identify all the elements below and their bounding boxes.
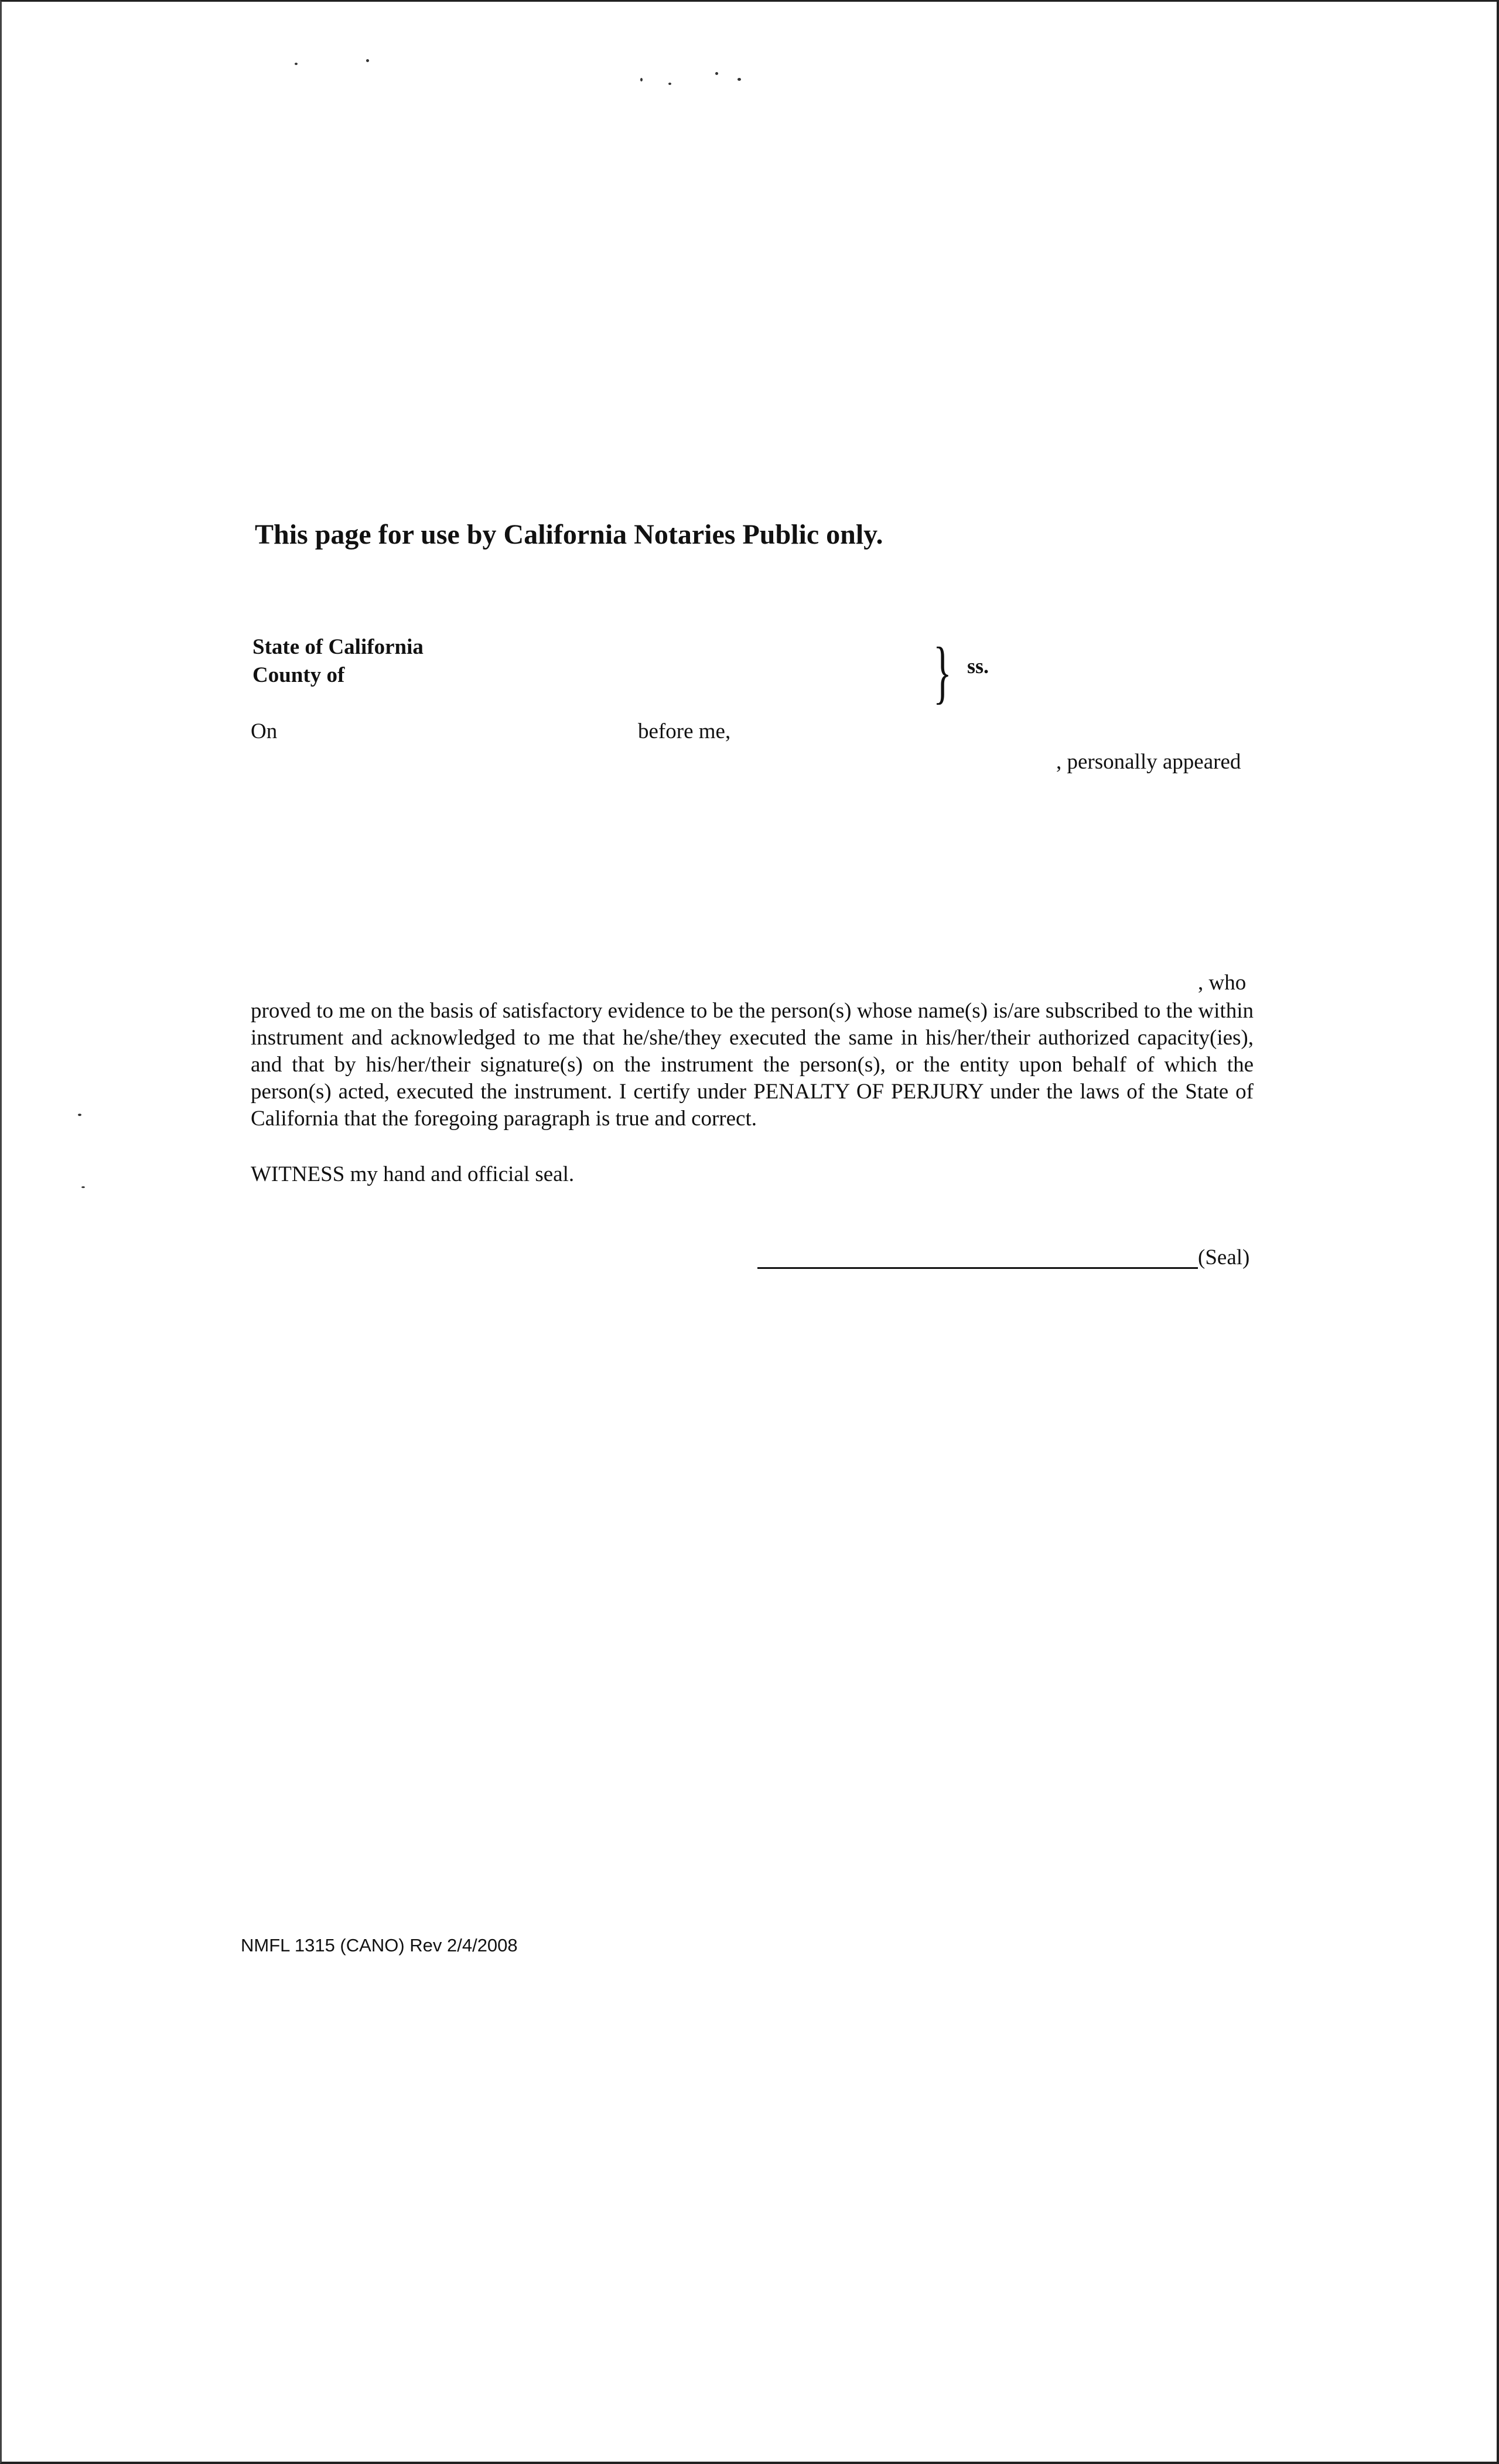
form-identifier: NMFL 1315 (CANO) Rev 2/4/2008	[241, 1935, 518, 1955]
who-label: , who	[1198, 971, 1247, 995]
scan-speck	[715, 72, 718, 75]
scan-speck	[366, 59, 369, 62]
before-me-label: before me,	[638, 719, 731, 743]
scan-speck	[78, 1114, 81, 1116]
page-title: This page for use by California Notaries Public only.	[255, 519, 883, 550]
state-line: State of California	[252, 635, 424, 659]
scan-speck	[295, 63, 298, 65]
scan-speck	[640, 78, 643, 81]
ss-label: ss.	[967, 654, 989, 678]
scan-speck	[668, 83, 671, 85]
venue-brace: }	[933, 633, 952, 711]
scan-speck	[737, 78, 741, 81]
personally-appeared-label: , personally appeared	[1056, 750, 1241, 774]
seal-label: (Seal)	[1198, 1245, 1250, 1269]
scan-speck	[81, 1186, 85, 1188]
signature-line	[757, 1267, 1198, 1269]
witness-statement: WITNESS my hand and official seal.	[251, 1162, 575, 1186]
on-date-label: On	[251, 719, 278, 743]
venue-block	[252, 633, 424, 690]
county-line: County of	[252, 663, 345, 687]
acknowledgment-paragraph: proved to me on the basis of satisfactory evidence to be the person(s) whose name(s) is/are subscribed to the within instrument and acknowledged to me that he/she/they executed the same in his/her/their authorized capacity(ies), and that by his/her/their signature(s) on the instrument the person(s), or the entity upon behalf of which the person(s) acted, executed the instrument. I certify under PENALTY OF PERJURY under the laws of the State of California that the foregoing paragraph is true and correct.	[251, 999, 1254, 1131]
